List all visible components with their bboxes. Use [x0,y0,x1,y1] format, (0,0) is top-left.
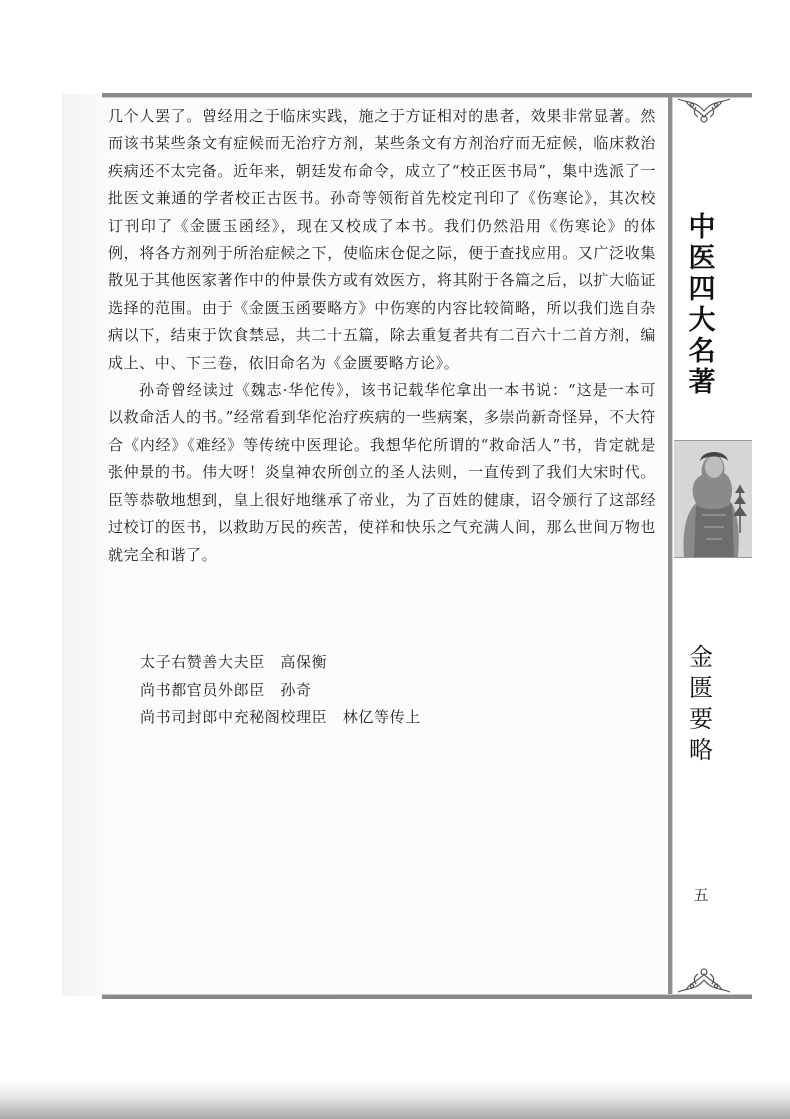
floral-ornament-icon [674,97,734,129]
portrait-illustration [674,440,752,558]
bottom-edge-shadow [0,1080,790,1119]
signature-block [140,649,620,732]
series-title: 中医四大名著 [688,212,716,398]
floral-ornament-icon [674,962,734,994]
sage-figure-icon [674,441,752,557]
signature-line: 太子右赞善大夫臣 高保衡 [140,653,328,671]
paragraph-1: 几个人罢了。曾经用之于临床实践，施之于方证相对的患者，效果非常显著。然而该书某些条文有症候而无治疗方剂，某些条文有方剂治疗而无症候，临床救治疾病还不太完备。近年来，朝廷发布命令，成立了“校正医书局”，集中选派了一批医文兼通的学者校正古医书。孙奇等领衔首先校定刊印了《伤寒论》，其次校订刊印了《金匮玉函经》，现在又校成了本书。我们仍然沿用《伤寒论》的体例，将各方剂列于所治症候之下，使临床仓促之际，便于查找应用。又广泛收集散见于其他医家著作中的仲景佚方或有效医方，将其附于各篇之后，以扩大临证选择的范围。由于《金匮玉函要略方》中伤寒的内容比较简略，所以我们选自杂病以下，结束于饮食禁忌，共二十五篇，除去重复者共有二百六十二首方剂，编成上、中、下三卷，依旧命名为《金匮要略方论》。 [108,107,656,372]
page-number: 五 [693,886,709,904]
paragraph-2: 孙奇曾经读过《魏志·华佗传》，该书记载华佗拿出一本书说：“这是一本可以救命活人的书。”经常看到华佗治疗疾病的一些病案，多崇尚新奇怪异，不大符合《内经》《难经》等传统中医理论。我想华佗所谓的“救命活人”书，肯定就是张仲景的书。伟大呀！炎皇神农所创立的圣人法则，一直传到了我们大宋时代。臣等恭敬地想到，皇上很好地继承了帝业，为了百姓的健康，诏令颁行了这部经过校订的医书，以救助万民的疾苦，使祥和快乐之气充满人间，那么世间万物也就完全和谐了。 [108,381,656,564]
signature-line: 尚书都官员外郎臣 孙奇 [140,680,312,699]
main-text [108,103,656,569]
top-rule [102,93,752,98]
signature-line: 尚书司封郎中充秘阁校理臣 林亿等传上 [140,708,421,726]
sidebar-divider [668,97,673,995]
book-title: 金匮要略 [689,643,713,764]
bottom-rule [102,994,752,999]
